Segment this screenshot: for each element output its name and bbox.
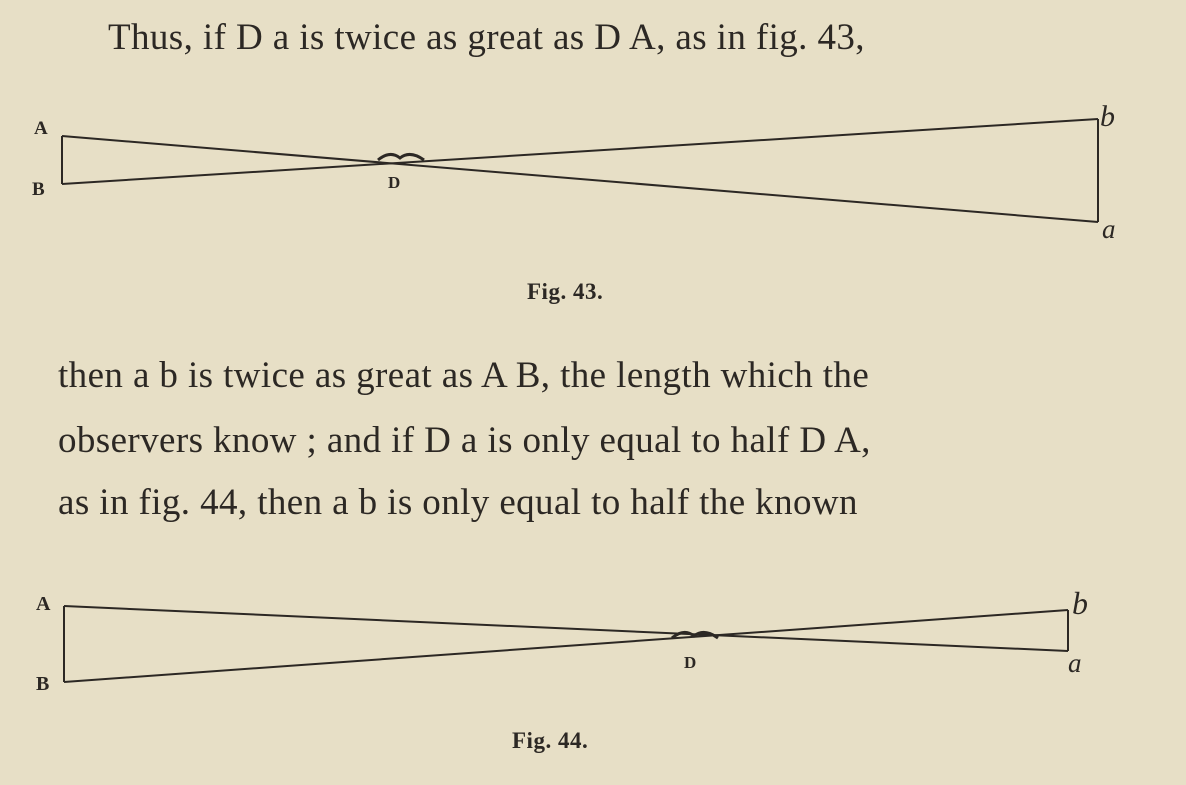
fig44-label-D: D	[684, 653, 697, 672]
text-line-4	[58, 481, 1186, 524]
fig44-line-B-b	[64, 610, 1068, 682]
fig43-caption: Fig. 43.	[527, 279, 604, 304]
text-line-1-content: Thus, if D a is twice as great as D A, as in fig. 43,	[108, 17, 865, 58]
fig43-line-B-b	[62, 119, 1098, 184]
fig43-eye-icon	[378, 154, 424, 160]
fig44-label-A: A	[36, 593, 51, 615]
figure-43	[0, 0, 1186, 300]
text-line-4-content: as in fig. 44, then a b is only equal to half the known	[58, 482, 858, 523]
fig44-label-a: a	[1068, 648, 1082, 678]
fig43-label-b: b	[1100, 100, 1115, 133]
fig43-label-D: D	[388, 173, 401, 192]
fig44-line-A-a	[64, 606, 1068, 651]
text-line-3-content: observers know ; and if D a is only equal to half D A,	[58, 420, 871, 461]
fig43-label-a: a	[1102, 214, 1116, 244]
text-line-2	[58, 354, 1186, 397]
fig44-label-B: B	[36, 673, 50, 695]
fig44-label-b: b	[1072, 585, 1088, 621]
fig43-line-A-a	[62, 136, 1098, 222]
fig44-eye-icon	[672, 632, 718, 638]
fig43-label-A: A	[34, 118, 48, 139]
text-line-3	[58, 419, 1186, 462]
fig43-label-B: B	[32, 179, 45, 200]
fig44-caption: Fig. 44.	[512, 728, 589, 753]
text-line-2-content: then a b is twice as great as A B, the length which the	[58, 355, 870, 396]
